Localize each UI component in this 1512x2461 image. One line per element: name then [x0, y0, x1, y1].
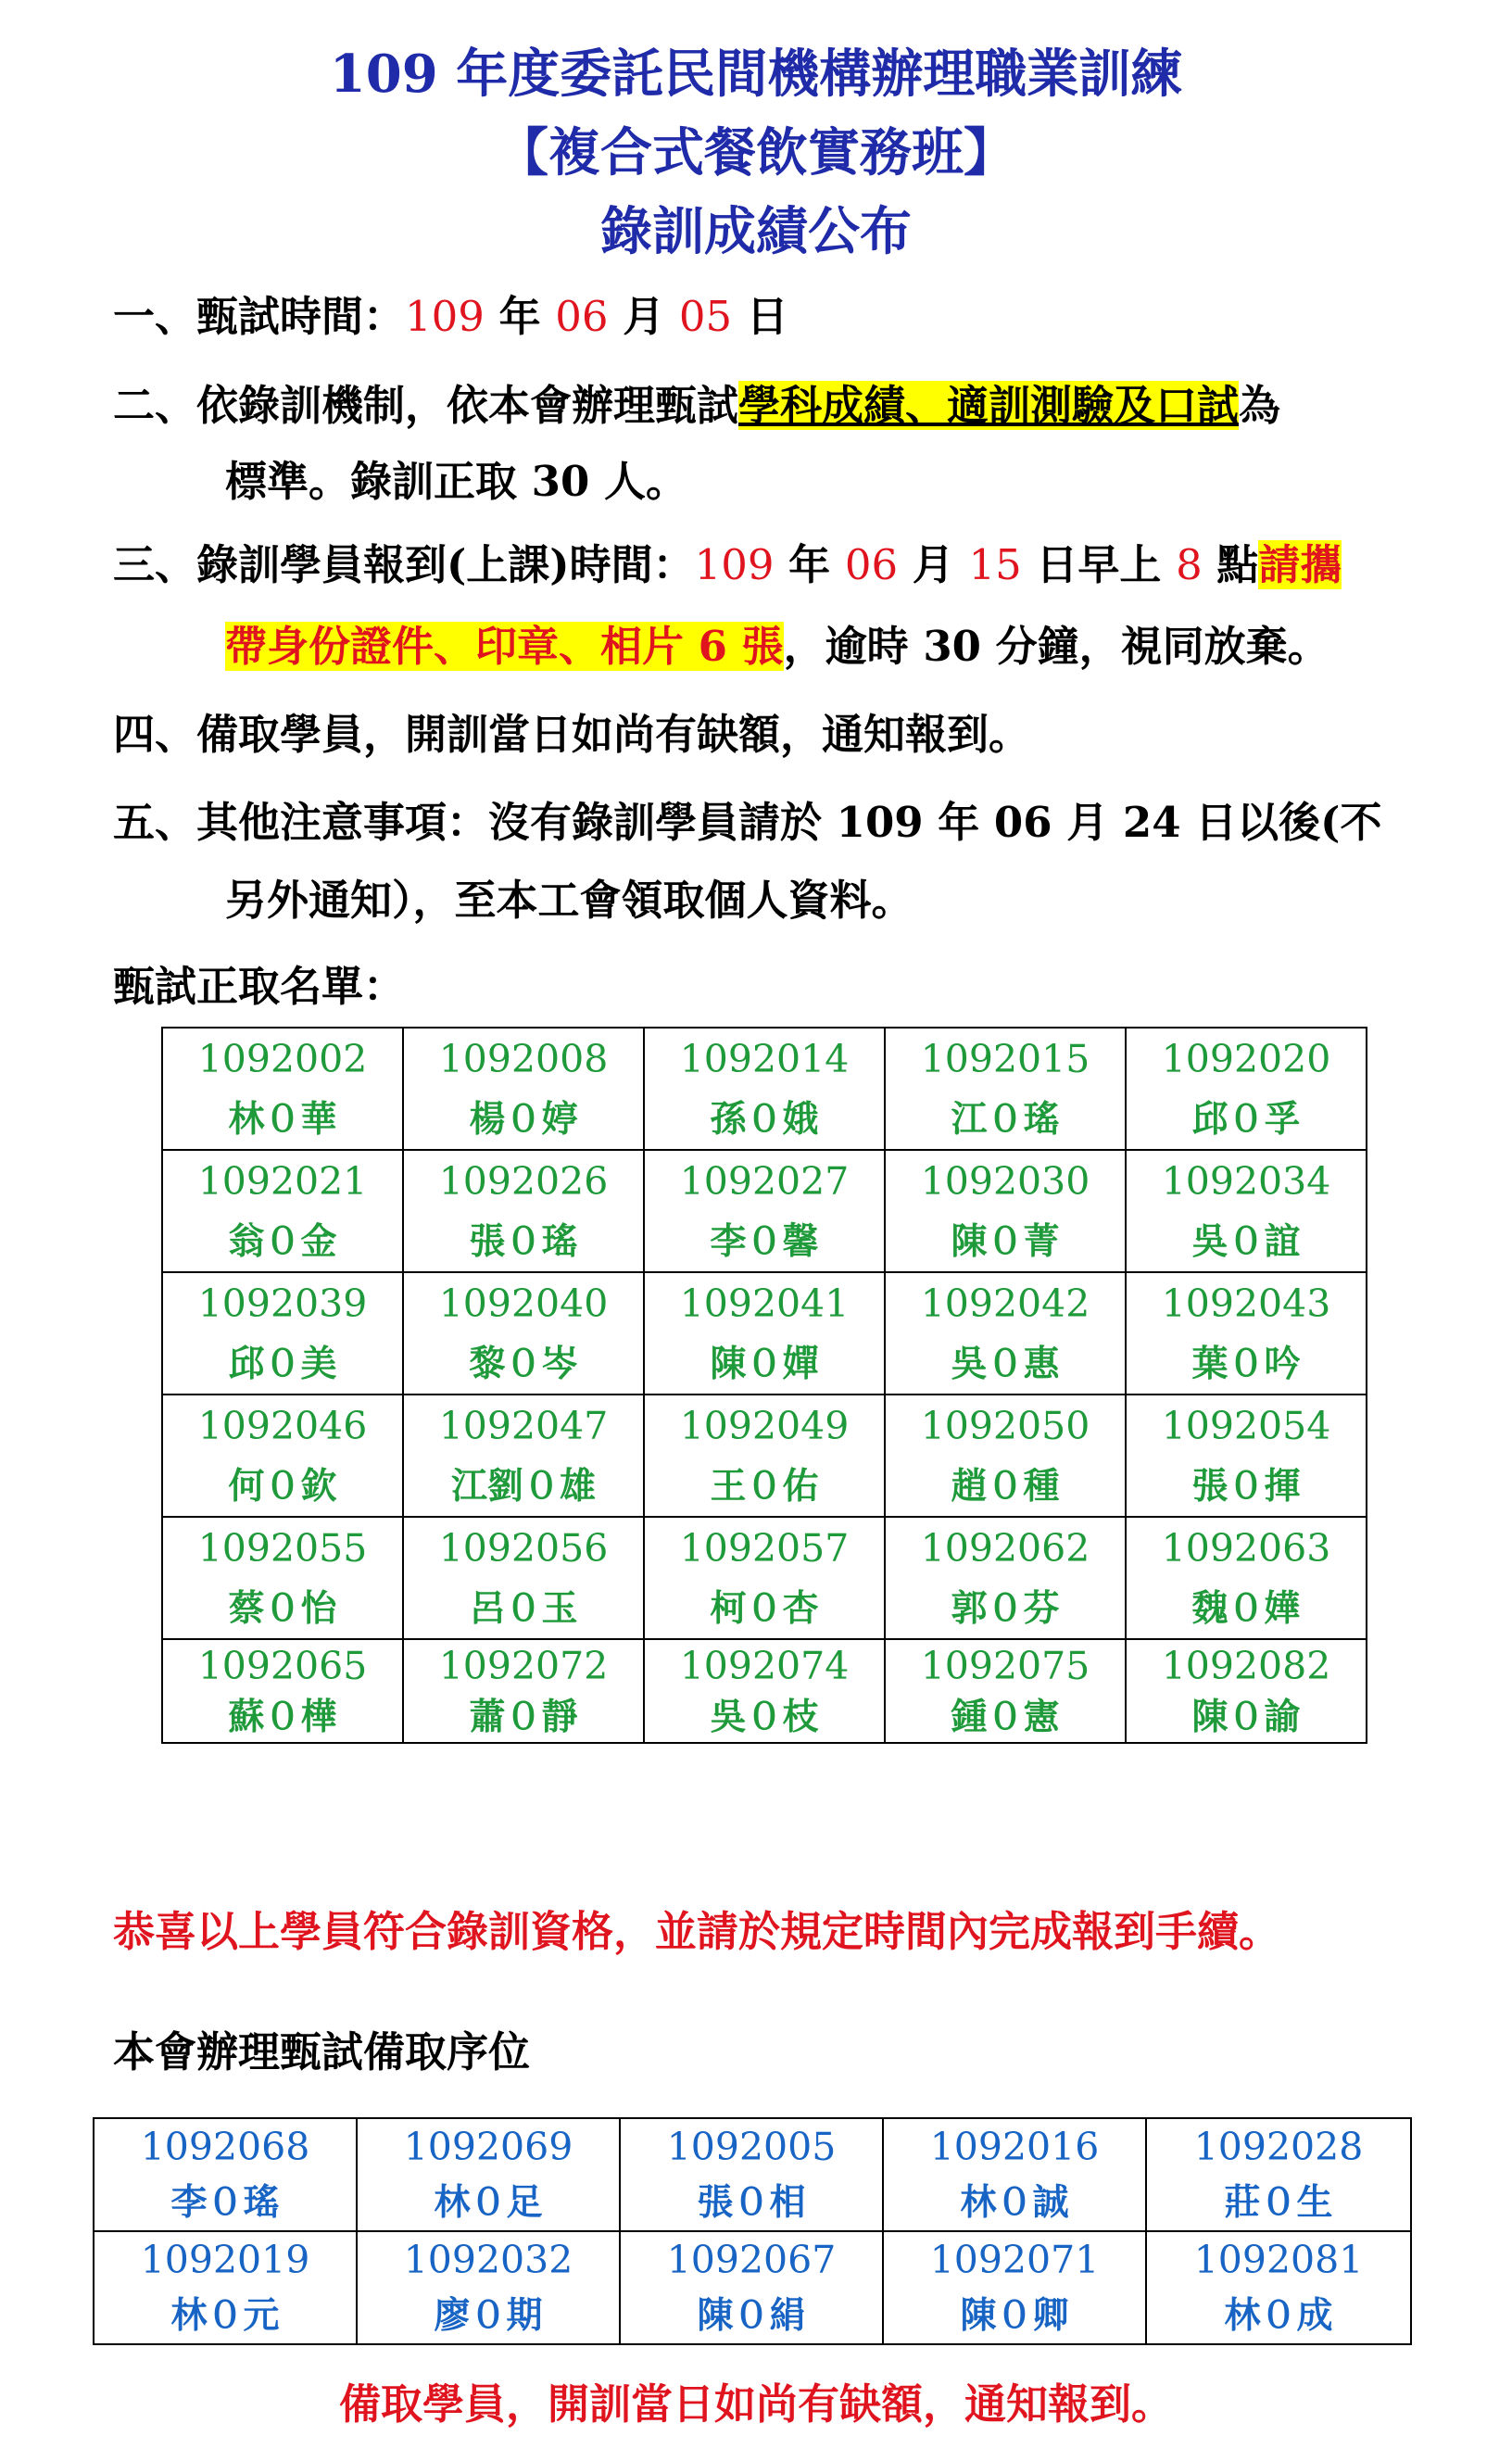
student-name: 王０佑 — [710, 1465, 819, 1508]
student-name: 林０華 — [228, 1098, 337, 1141]
student-name: 葉０吟 — [1191, 1343, 1301, 1385]
student-name: 魏０嬅 — [1191, 1587, 1301, 1630]
table-row — [162, 1150, 1367, 1272]
student-name: 呂０玉 — [469, 1587, 578, 1630]
item-2-suffix: 為 — [1239, 381, 1281, 430]
table-cell — [162, 1028, 403, 1150]
student-name: 陳０諭 — [1191, 1696, 1301, 1738]
table-cell — [885, 1272, 1126, 1395]
table-cell — [885, 1150, 1126, 1272]
item-3-line2 — [225, 619, 1329, 675]
table-cell — [885, 1639, 1126, 1743]
table-cell — [620, 2231, 883, 2344]
student-id: 1092030 — [920, 1159, 1090, 1204]
table-cell — [162, 1150, 403, 1272]
student-id: 1092039 — [197, 1281, 368, 1326]
student-id: 1092067 — [666, 2238, 837, 2282]
table-cell — [644, 1272, 885, 1395]
student-id: 1092041 — [679, 1281, 850, 1326]
year-unit: 年 — [484, 292, 556, 341]
student-id: 1092002 — [197, 1037, 368, 1081]
table-cell — [357, 2118, 620, 2231]
report-hour: 8 — [1176, 540, 1203, 589]
student-name: 林０成 — [1224, 2294, 1333, 2337]
table-cell — [1126, 1150, 1367, 1272]
student-name: 陳０卿 — [960, 2294, 1069, 2337]
item-4: 四、備取學員，開訓當日如尚有缺額，通知報到。 — [113, 710, 1031, 759]
day-unit: 日早上 — [1021, 540, 1177, 589]
table-cell — [885, 1395, 1126, 1517]
student-name: 郭０芬 — [951, 1587, 1060, 1630]
student-id: 1092040 — [438, 1281, 609, 1326]
month-unit: 月 — [898, 540, 969, 589]
student-id: 1092055 — [197, 1526, 368, 1571]
table-cell — [403, 1150, 644, 1272]
student-id: 1092069 — [403, 2125, 573, 2169]
hour-unit: 點 — [1202, 540, 1259, 589]
student-name: 楊０婷 — [469, 1098, 578, 1141]
student-name: 張０瑤 — [469, 1220, 578, 1263]
table-row — [162, 1517, 1367, 1639]
student-id: 1092014 — [679, 1037, 850, 1081]
page-title-line2: 【複合式餐飲實務班】 — [497, 122, 1015, 183]
table-cell — [644, 1395, 885, 1517]
student-name: 林０誠 — [960, 2181, 1069, 2224]
student-id: 1092042 — [920, 1281, 1090, 1326]
student-name: 蔡０怡 — [228, 1587, 337, 1630]
table-row — [162, 1639, 1367, 1743]
student-id: 1092021 — [197, 1159, 368, 1204]
table-cell — [1126, 1028, 1367, 1150]
student-id: 1092008 — [438, 1037, 609, 1081]
student-name: 柯０杏 — [710, 1587, 819, 1630]
student-id: 1092068 — [140, 2125, 310, 2169]
student-name: 陳０嬋 — [710, 1343, 819, 1385]
reserve-list-label: 本會辦理甄試備取序位 — [113, 2027, 531, 2076]
student-name: 江０瑤 — [951, 1098, 1060, 1141]
table-cell — [403, 1395, 644, 1517]
student-id: 1092043 — [1161, 1281, 1331, 1326]
table-cell — [1126, 1639, 1367, 1743]
table-cell — [357, 2231, 620, 2344]
student-id: 1092047 — [438, 1404, 609, 1448]
table-cell — [1146, 2231, 1411, 2344]
table-cell — [1146, 2118, 1411, 2231]
table-cell — [94, 2231, 357, 2344]
student-id: 1092027 — [679, 1159, 850, 1204]
student-name: 蘇０樺 — [228, 1696, 337, 1738]
student-id: 1092062 — [920, 1526, 1090, 1571]
table-cell — [644, 1150, 885, 1272]
table-cell — [94, 2118, 357, 2231]
reserve-table — [93, 2117, 1412, 2345]
student-id: 1092074 — [679, 1644, 850, 1688]
table-cell — [883, 2231, 1146, 2344]
student-id: 1092056 — [438, 1526, 609, 1571]
student-name: 江劉０雄 — [450, 1465, 596, 1508]
student-id: 1092054 — [1161, 1404, 1331, 1448]
student-id: 1092049 — [679, 1404, 850, 1448]
item-2-line2: 標準。錄訓正取 30 人。 — [225, 457, 687, 506]
student-name: 黎０岑 — [469, 1343, 578, 1385]
table-cell — [1126, 1517, 1367, 1639]
student-id: 1092075 — [920, 1644, 1090, 1688]
table-cell — [162, 1272, 403, 1395]
admitted-list-label: 甄試正取名單： — [113, 962, 406, 1011]
student-name: 吳０惠 — [951, 1343, 1060, 1385]
student-id: 1092005 — [666, 2125, 837, 2169]
report-month: 06 — [844, 540, 899, 589]
table-cell — [162, 1395, 403, 1517]
student-id: 1092050 — [920, 1404, 1090, 1448]
table-cell — [644, 1639, 885, 1743]
page-title-line1: 109 年度委託民間機構辦理職業訓練 — [329, 44, 1183, 105]
student-name: 陳０絹 — [697, 2294, 806, 2337]
student-name: 廖０期 — [434, 2294, 543, 2337]
table-cell — [1126, 1272, 1367, 1395]
student-name: 吳０誼 — [1191, 1220, 1301, 1263]
exam-year: 109 — [405, 292, 485, 341]
table-cell — [162, 1517, 403, 1639]
student-name: 李０馨 — [710, 1220, 819, 1263]
table-cell — [883, 2118, 1146, 2231]
table-cell — [885, 1028, 1126, 1150]
student-id: 1092057 — [679, 1526, 850, 1571]
table-cell — [403, 1517, 644, 1639]
student-name: 邱０美 — [228, 1343, 337, 1385]
student-name: 莊０生 — [1224, 2181, 1333, 2224]
exam-month: 06 — [555, 292, 609, 341]
student-id: 1092071 — [929, 2238, 1100, 2282]
table-cell — [403, 1028, 644, 1150]
student-id: 1092065 — [197, 1644, 368, 1688]
item-5-line2: 另外通知），至本工會領取個人資料。 — [225, 876, 914, 925]
table-row — [94, 2231, 1411, 2344]
reserve-note: 備取學員，開訓當日如尚有缺額，通知報到。 — [338, 2379, 1173, 2429]
exam-day: 05 — [678, 292, 733, 341]
student-id: 1092016 — [929, 2125, 1100, 2169]
student-id: 1092063 — [1161, 1526, 1331, 1571]
student-name: 張０相 — [697, 2181, 806, 2224]
admitted-table — [161, 1027, 1367, 1744]
student-name: 李０瑤 — [170, 2181, 280, 2224]
item-3-highlight-start: 請攜 — [1258, 540, 1342, 589]
item-1 — [113, 289, 788, 345]
student-id: 1092046 — [197, 1404, 368, 1448]
student-id: 1092026 — [438, 1159, 609, 1204]
report-year: 109 — [694, 540, 775, 589]
student-name: 翁０金 — [228, 1220, 337, 1263]
student-name: 蕭０靜 — [469, 1696, 578, 1738]
student-id: 1092015 — [920, 1037, 1090, 1081]
student-name: 鍾０憲 — [951, 1696, 1060, 1738]
table-row — [162, 1272, 1367, 1395]
student-name: 張０揮 — [1191, 1465, 1301, 1508]
student-id: 1092072 — [438, 1644, 609, 1688]
congrats-note: 恭喜以上學員符合錄訓資格，並請於規定時間內完成報到手續。 — [113, 1907, 1281, 1956]
student-name: 孫０娥 — [710, 1098, 819, 1141]
month-unit: 月 — [608, 292, 679, 341]
student-id: 1092020 — [1161, 1037, 1331, 1081]
table-cell — [620, 2118, 883, 2231]
table-cell — [403, 1639, 644, 1743]
student-id: 1092032 — [403, 2238, 573, 2282]
item-2-highlight: 學科成績、適訓測驗及口試 — [738, 381, 1240, 430]
table-cell — [1126, 1395, 1367, 1517]
table-cell — [644, 1517, 885, 1639]
student-id: 1092081 — [1193, 2238, 1364, 2282]
student-id: 1092034 — [1161, 1159, 1331, 1204]
day-unit: 日 — [732, 292, 788, 341]
item-3-suffix: ，逾時 30 分鐘，視同放棄。 — [783, 622, 1329, 671]
student-id: 1092019 — [140, 2238, 310, 2282]
student-name: 趙０種 — [951, 1465, 1060, 1508]
table-cell — [403, 1272, 644, 1395]
student-name: 林０足 — [434, 2181, 543, 2224]
table-row — [162, 1395, 1367, 1517]
report-day: 15 — [968, 540, 1022, 589]
item-5: 五、其他注意事項：沒有錄訓學員請於 109 年 06 月 24 日以後(不 — [113, 798, 1382, 847]
item-3-highlight: 帶身份證件、印章、相片 6 張 — [225, 622, 784, 671]
student-name: 吳０枝 — [710, 1696, 819, 1738]
table-cell — [885, 1517, 1126, 1639]
year-unit: 年 — [774, 540, 845, 589]
item-1-label: 一、甄試時間： — [113, 292, 406, 341]
student-name: 林０元 — [170, 2294, 280, 2337]
page-title-line3: 錄訓成績公布 — [600, 201, 912, 262]
table-cell — [644, 1028, 885, 1150]
item-2 — [113, 378, 1280, 434]
item-3 — [113, 537, 1342, 593]
student-id: 1092028 — [1193, 2125, 1364, 2169]
student-name: 何０欽 — [228, 1465, 337, 1508]
table-cell — [162, 1639, 403, 1743]
student-id: 1092082 — [1161, 1644, 1331, 1688]
student-name: 邱０孚 — [1191, 1098, 1301, 1141]
item-2-text: 二、依錄訓機制，依本會辦理甄試 — [113, 381, 739, 430]
student-name: 陳０菁 — [951, 1220, 1060, 1263]
item-3-label: 三、錄訓學員報到(上課)時間： — [113, 540, 695, 589]
table-row — [94, 2118, 1411, 2231]
table-row — [162, 1028, 1367, 1150]
